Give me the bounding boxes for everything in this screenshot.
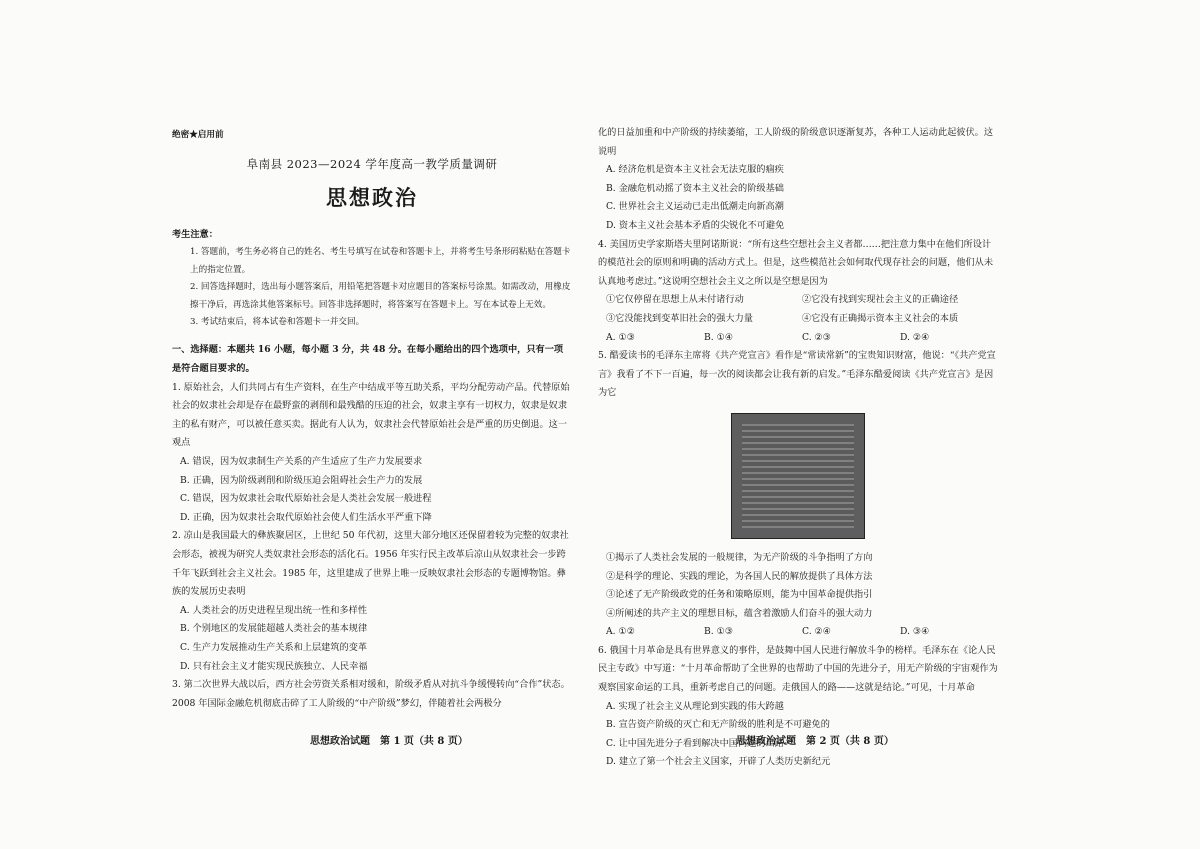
question-5-option: B. ①③ [704,626,734,638]
notice-item: 1. 答题前，考生务必将自己的姓名、考生号填写在试卷和答题卡上，并将考生号条形码粘贴在答题卡上的指定位置。 [190,247,571,275]
question-1-option: B. 正确，因为阶级剥削和阶级压迫会阻碍社会生产力的发展 [180,474,423,486]
question-2-option: D. 只有社会主义才能实现民族独立、人民幸福 [180,660,368,672]
question-2-option: C. 生产力发展推动生产关系和上层建筑的变革 [180,641,368,653]
question-5-option: A. ①② [606,626,635,638]
question-5-item: ②是科学的理论、实践的理论，为各国人民的解放提供了具体方法 [606,570,873,582]
question-5-stem: 5. 酷爱读书的毛泽东主席将《共产党宣言》看作是“常读常新”的宝贵知识财富，他说：“《共产党宣言》我看了不下一百遍，每一次的阅读都会让我有新的启发。”毛泽东酷爱阅读《共产党宣言》是因为它 [598,350,996,399]
question-4-option: C. ②③ [802,331,832,343]
question-3-option: C. 世界社会主义运动已走出低潮走向新高潮 [606,201,784,213]
question-6-option: A. 实现了社会主义从理论到实践的伟大跨越 [606,700,784,712]
section-heading: 一、选择题：本题共 16 小题，每小题 3 分，共 48 分。在每小题给出的四个选项中，只有一项是符合题目要求的。 [172,344,564,374]
question-5-option: D. ③④ [900,626,930,638]
question-4-option: B. ①④ [704,331,734,343]
question-6-option: C. 让中国先进分子看到解决中国问题的出路 [606,737,784,749]
question-5-option: C. ②④ [802,626,832,638]
question-6-option: D. 建立了第一个社会主义国家，开辟了人类历史新纪元 [606,756,831,768]
question-3-stem: 3. 第二次世界大战以后，西方社会劳资关系相对缓和，阶级矛盾从对抗斗争缓慢转向“合作”状态。2008 年国际金融危机彻底击碎了工人阶级的“中产阶级”梦幻，伴随着社会两极分 [172,679,570,709]
exam-title: 阜南县 2023—2024 学年度高一教学质量调研 [246,156,498,171]
question-6-option: B. 宣告资产阶级的灭亡和无产阶级的胜利是不可避免的 [606,719,830,731]
confidential-mark: 绝密★启用前 [172,130,224,140]
question-6-stem: 6. 俄国十月革命是具有世界意义的事件，是鼓舞中国人民进行解放斗争的榜样。毛泽东在《论人民民主专政》中写道：“十月革命帮助了全世界的也帮助了中国的先进分子，用无产阶级的宇宙观作为观察国家命运的工具，重新考虑自己的问题。走俄国人的路——这就是结论。”可见，十月革命 [598,644,998,694]
question-4-items-row [598,291,998,310]
notice-item: 3. 考试结束后，将本试卷和答题卡一并交回。 [190,317,365,327]
question-4-option: D. ②④ [900,331,930,343]
page-two [598,124,998,772]
question-1-option: D. 正确，因为奴隶社会取代原始社会使人们生活水平严重下降 [180,511,432,523]
page-footer-1: 思想政治试题 第 1 页（共 8 页） [310,736,468,747]
question-1-option: A. 错误，因为奴隶制生产关系的产生适应了生产力发展要求 [180,455,423,467]
question-3-option: A. 经济危机是资本主义社会无法克服的痼疾 [606,164,784,176]
question-4-items-row [598,310,998,329]
manifesto-photo [731,413,865,539]
question-5-options [598,623,998,642]
question-4-item: ④它没有正确揭示资本主义社会的本质 [802,312,959,324]
question-4-item: ②它没有找到实现社会主义的正确途径 [802,294,959,306]
notice-item: 2. 回答选择题时，选出每小题答案后，用铅笔把答题卡对应题目的答案标号涂黑。如需改动，用橡皮擦干净后，再选涂其他答案标号。回答非选择题时，将答案写在答题卡上。写在本试卷上无效。 [190,282,571,310]
question-4-stem: 4. 美国历史学家斯塔夫里阿诺斯说：“所有这些空想社会主义者都……把注意力集中在他们所设计的模范社会的原则和明确的活动方式上。但是，这些模范社会如何取代现存社会的问题，他们从未认真地考虑过。”这说明空想社会主义之所以是空想是因为 [598,238,994,287]
question-5-item: ③论述了无产阶级政党的任务和策略原则，能为中国革命提供指引 [606,589,873,601]
question-1-stem: 1. 原始社会，人们共同占有生产资料，在生产中结成平等互助关系，平均分配劳动产品。代替原始社会的奴隶社会却是存在最野蛮的剥削和最残酷的压迫的社会，奴隶主享有一切权力，奴隶是奴隶主的私有财产，可以被任意买卖。据此有人认为，奴隶社会代替原始社会是严重的历史倒退。这一观点 [172,381,570,449]
question-3-option: B. 金融危机动摇了资本主义社会的阶级基础 [606,182,784,194]
question-5-item: ①揭示了人类社会发展的一般规律，为无产阶级的斗争指明了方向 [606,551,873,563]
question-3-option: D. 资本主义社会基本矛盾的尖锐化不可避免 [606,219,785,231]
subject-title: 思想政治 [326,185,418,211]
question-1-option: C. 错误，因为奴隶社会取代原始社会是人类社会发展一般进程 [180,493,432,505]
question-2-option: B. 个别地区的发展能超越人类社会的基本规律 [180,623,368,635]
question-3-continued: 化的日益加重和中产阶级的持续萎缩，工人阶级的阶级意识逐渐复苏，各种工人运动此起彼伏。这说明 [598,127,994,157]
question-5-item: ④所阐述的共产主义的理想目标，蕴含着激励人们奋斗的强大动力 [606,607,873,619]
question-4-item: ①它仅停留在思想上从未付诸行动 [606,294,744,306]
question-2-option: A. 人类社会的历史进程呈现出统一性和多样性 [180,604,368,616]
question-2-stem: 2. 凉山是我国最大的彝族聚居区，上世纪 50 年代初，这里大部分地区还保留着较为完整的奴隶社会形态，被视为研究人类奴隶社会形态的活化石。1956 年实行民主改革后凉山从奴隶社会一步跨千年飞跃到社会主义社会。1985 年，这里建成了世界上唯一反映奴隶社会形态的专题博物馆。彝族的发展历史表明 [172,530,569,598]
question-4-item: ③它没能找到变革旧社会的强大力量 [606,312,753,324]
page-footer-2: 思想政治试题 第 2 页（共 8 页） [736,736,894,747]
page-one [172,124,572,713]
notice-title: 考生注意： [172,228,218,240]
question-4-options [598,329,998,348]
question-4-option: A. ①③ [606,331,635,343]
